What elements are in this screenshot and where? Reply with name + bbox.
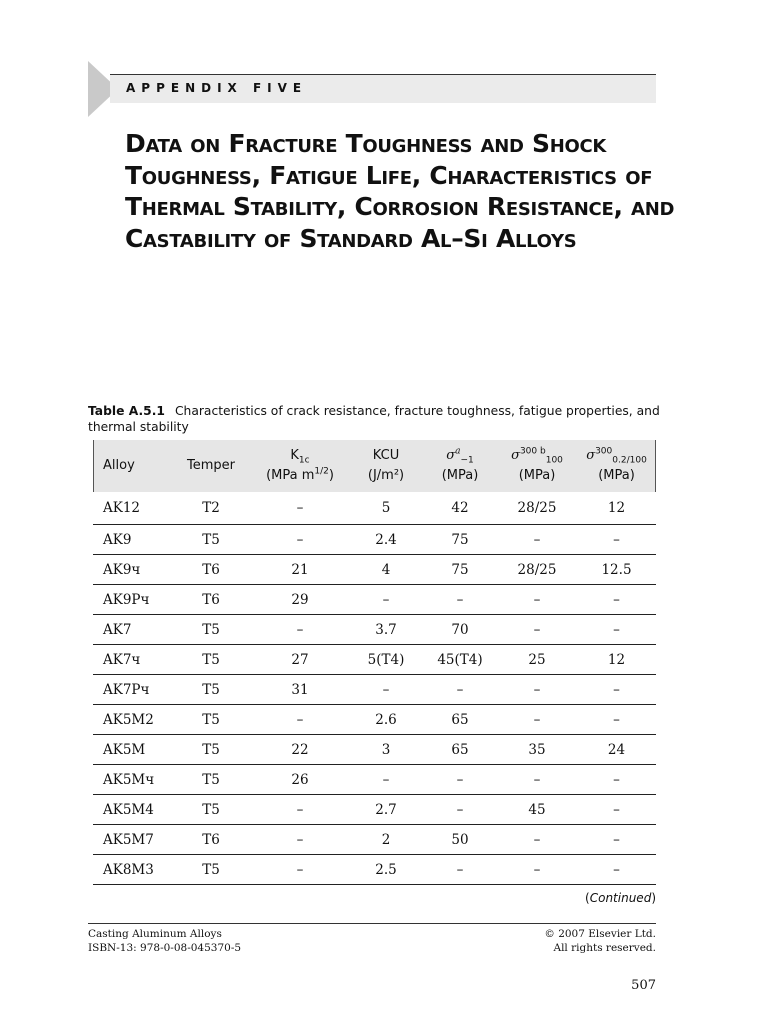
page-number: 507	[631, 978, 656, 993]
fatigue-unit: (MPa)	[441, 468, 479, 483]
footer-left	[88, 927, 241, 955]
cell-k1c: –	[251, 795, 349, 825]
cell-alloy: AK8M3	[93, 855, 171, 885]
table-right-rule	[655, 440, 656, 492]
cell-sigma-100: –	[497, 825, 577, 855]
cell-sigma-100: –	[497, 615, 577, 645]
cell-alloy: AK7	[93, 615, 171, 645]
cell-fatigue: 75	[423, 525, 497, 555]
sigma-100-sub: 100	[545, 455, 563, 466]
cell-fatigue: 65	[423, 705, 497, 735]
col-header-fatigue	[423, 440, 497, 492]
cell-temper: T5	[171, 795, 251, 825]
cell-alloy: AK12	[93, 492, 171, 525]
footer-rights: All rights reserved.	[553, 942, 656, 954]
table-caption-text: Characteristics of crack resistance, fracture toughness, fatigue properties, and thermal stability	[88, 404, 660, 434]
cell-sigma-02: –	[577, 765, 656, 795]
cell-fatigue: –	[423, 675, 497, 705]
cell-temper: T5	[171, 855, 251, 885]
cell-temper: T5	[171, 645, 251, 675]
cell-temper: T6	[171, 585, 251, 615]
cell-k1c: –	[251, 492, 349, 525]
cell-sigma-02: –	[577, 675, 656, 705]
appendix-label: APPENDIX FIVE	[126, 81, 308, 95]
k1c-unit: (MPa m	[266, 468, 315, 483]
table-row	[93, 615, 656, 645]
cell-alloy: AK5M7	[93, 825, 171, 855]
cell-alloy: AK7ч	[93, 645, 171, 675]
table-row	[93, 795, 656, 825]
footer-isbn: ISBN-13: 978-0-08-045370-5	[88, 942, 242, 954]
cell-sigma-100: 35	[497, 735, 577, 765]
cell-k1c: 22	[251, 735, 349, 765]
cell-kcu: 5(T4)	[349, 645, 423, 675]
cell-k1c: 26	[251, 765, 349, 795]
cell-sigma-100: 25	[497, 645, 577, 675]
cell-k1c: –	[251, 705, 349, 735]
table-row	[93, 525, 656, 555]
cell-sigma-02: –	[577, 615, 656, 645]
cell-kcu: –	[349, 585, 423, 615]
cell-fatigue: 50	[423, 825, 497, 855]
continued-label: Continued	[589, 891, 652, 905]
sigma-fatigue-symbol: σ	[446, 448, 456, 463]
cell-sigma-100: –	[497, 705, 577, 735]
sigma-100-sup: 300 b	[519, 446, 546, 457]
cell-alloy: AK7Pч	[93, 675, 171, 705]
cell-sigma-02: –	[577, 705, 656, 735]
cell-k1c: 31	[251, 675, 349, 705]
footer-book-title: Casting Aluminum Alloys	[88, 928, 222, 940]
cell-fatigue: 75	[423, 555, 497, 585]
cell-sigma-02: –	[577, 525, 656, 555]
cell-sigma-100: 28/25	[497, 555, 577, 585]
cell-fatigue: 65	[423, 735, 497, 765]
cell-sigma-02: –	[577, 585, 656, 615]
cell-kcu: 5	[349, 492, 423, 525]
cell-sigma-02: –	[577, 825, 656, 855]
cell-kcu: 2.6	[349, 705, 423, 735]
kcu-unit: (J/m²)	[367, 468, 405, 483]
cell-temper: T6	[171, 555, 251, 585]
cell-alloy: AK5M	[93, 735, 171, 765]
cell-k1c: –	[251, 615, 349, 645]
data-table-wrapper	[93, 440, 656, 885]
cell-k1c: 27	[251, 645, 349, 675]
footer-rule	[88, 923, 656, 924]
sigma-100-symbol: σ	[511, 448, 520, 463]
cell-kcu: 3.7	[349, 615, 423, 645]
cell-temper: T5	[171, 615, 251, 645]
cell-k1c: –	[251, 525, 349, 555]
table-caption	[88, 403, 663, 435]
cell-temper: T6	[171, 825, 251, 855]
sigma-fatigue-sub: −1	[460, 455, 474, 466]
table-body	[93, 492, 656, 885]
cell-alloy: AK9Pч	[93, 585, 171, 615]
col-header-sigma-100	[497, 440, 577, 492]
cell-k1c: 29	[251, 585, 349, 615]
col-header-k1c	[251, 440, 349, 492]
k1c-sub: 1c	[298, 455, 310, 466]
cell-sigma-02: –	[577, 795, 656, 825]
table-header	[93, 440, 656, 492]
cell-k1c: 21	[251, 555, 349, 585]
cell-fatigue: 45(T4)	[423, 645, 497, 675]
footer-right	[544, 927, 656, 955]
col-header-sigma-02	[577, 440, 656, 492]
table-row	[93, 705, 656, 735]
kcu-label: KCU	[372, 448, 400, 463]
cell-temper: T5	[171, 735, 251, 765]
cell-alloy: AK5M2	[93, 705, 171, 735]
col-header-alloy: Alloy	[93, 440, 171, 492]
col-header-kcu	[349, 440, 423, 492]
cell-kcu: 4	[349, 555, 423, 585]
table-left-rule	[93, 440, 94, 492]
cell-alloy: AK5Mч	[93, 765, 171, 795]
cell-kcu: 2.4	[349, 525, 423, 555]
cell-sigma-02: 24	[577, 735, 656, 765]
data-table	[93, 440, 656, 885]
sigma-100-unit: (MPa)	[518, 468, 556, 483]
cell-sigma-100: 28/25	[497, 492, 577, 525]
cell-sigma-02: 12	[577, 492, 656, 525]
cell-k1c: –	[251, 825, 349, 855]
sigma-02-unit: (MPa)	[598, 468, 635, 483]
table-row	[93, 675, 656, 705]
table-row	[93, 585, 656, 615]
cell-kcu: 2	[349, 825, 423, 855]
cell-fatigue: –	[423, 795, 497, 825]
cell-sigma-100: –	[497, 855, 577, 885]
table-row	[93, 855, 656, 885]
cell-alloy: AK9ч	[93, 555, 171, 585]
sigma-fatigue-sup: a	[455, 446, 461, 457]
table-row	[93, 645, 656, 675]
continued-note: (Continued)	[585, 891, 656, 905]
k1c-unit-close: )	[328, 468, 334, 483]
cell-kcu: –	[349, 675, 423, 705]
cell-sigma-02: 12	[577, 645, 656, 675]
cell-alloy: AK9	[93, 525, 171, 555]
cell-k1c: –	[251, 855, 349, 885]
table-row	[93, 555, 656, 585]
table-row	[93, 765, 656, 795]
cell-kcu: –	[349, 765, 423, 795]
cell-temper: T2	[171, 492, 251, 525]
cell-temper: T5	[171, 765, 251, 795]
cell-fatigue: –	[423, 585, 497, 615]
cell-kcu: 2.5	[349, 855, 423, 885]
chapter-title: Data on Fracture Toughness and Shock Toughness, Fatigue Life, Characteristics of Thermal Stability, Corrosion Resistance, and Castability of Standard Al–Si Alloys	[125, 129, 675, 253]
sigma-02-sup: 300	[595, 446, 613, 457]
table-row	[93, 492, 656, 525]
cell-temper: T5	[171, 705, 251, 735]
cell-fatigue: –	[423, 765, 497, 795]
cell-sigma-100: –	[497, 765, 577, 795]
k1c-unit-sup: 1/2	[314, 466, 329, 477]
cell-fatigue: 42	[423, 492, 497, 525]
cell-sigma-02: –	[577, 855, 656, 885]
footer-copyright: © 2007 Elsevier Ltd.	[544, 928, 656, 940]
col-header-temper: Temper	[171, 440, 251, 492]
cell-sigma-100: 45	[497, 795, 577, 825]
table-row	[93, 825, 656, 855]
cell-fatigue: –	[423, 855, 497, 885]
cell-sigma-02: 12.5	[577, 555, 656, 585]
cell-kcu: 2.7	[349, 795, 423, 825]
table-caption-number: Table A.5.1	[88, 404, 165, 418]
k1c-symbol: K	[290, 448, 299, 463]
sigma-02-symbol: σ	[586, 448, 596, 463]
cell-sigma-100: –	[497, 675, 577, 705]
cell-fatigue: 70	[423, 615, 497, 645]
cell-sigma-100: –	[497, 525, 577, 555]
table-row	[93, 735, 656, 765]
cell-alloy: AK5M4	[93, 795, 171, 825]
cell-temper: T5	[171, 525, 251, 555]
cell-temper: T5	[171, 675, 251, 705]
cell-kcu: 3	[349, 735, 423, 765]
cell-sigma-100: –	[497, 585, 577, 615]
sigma-02-sub: 0.2/100	[612, 455, 647, 466]
